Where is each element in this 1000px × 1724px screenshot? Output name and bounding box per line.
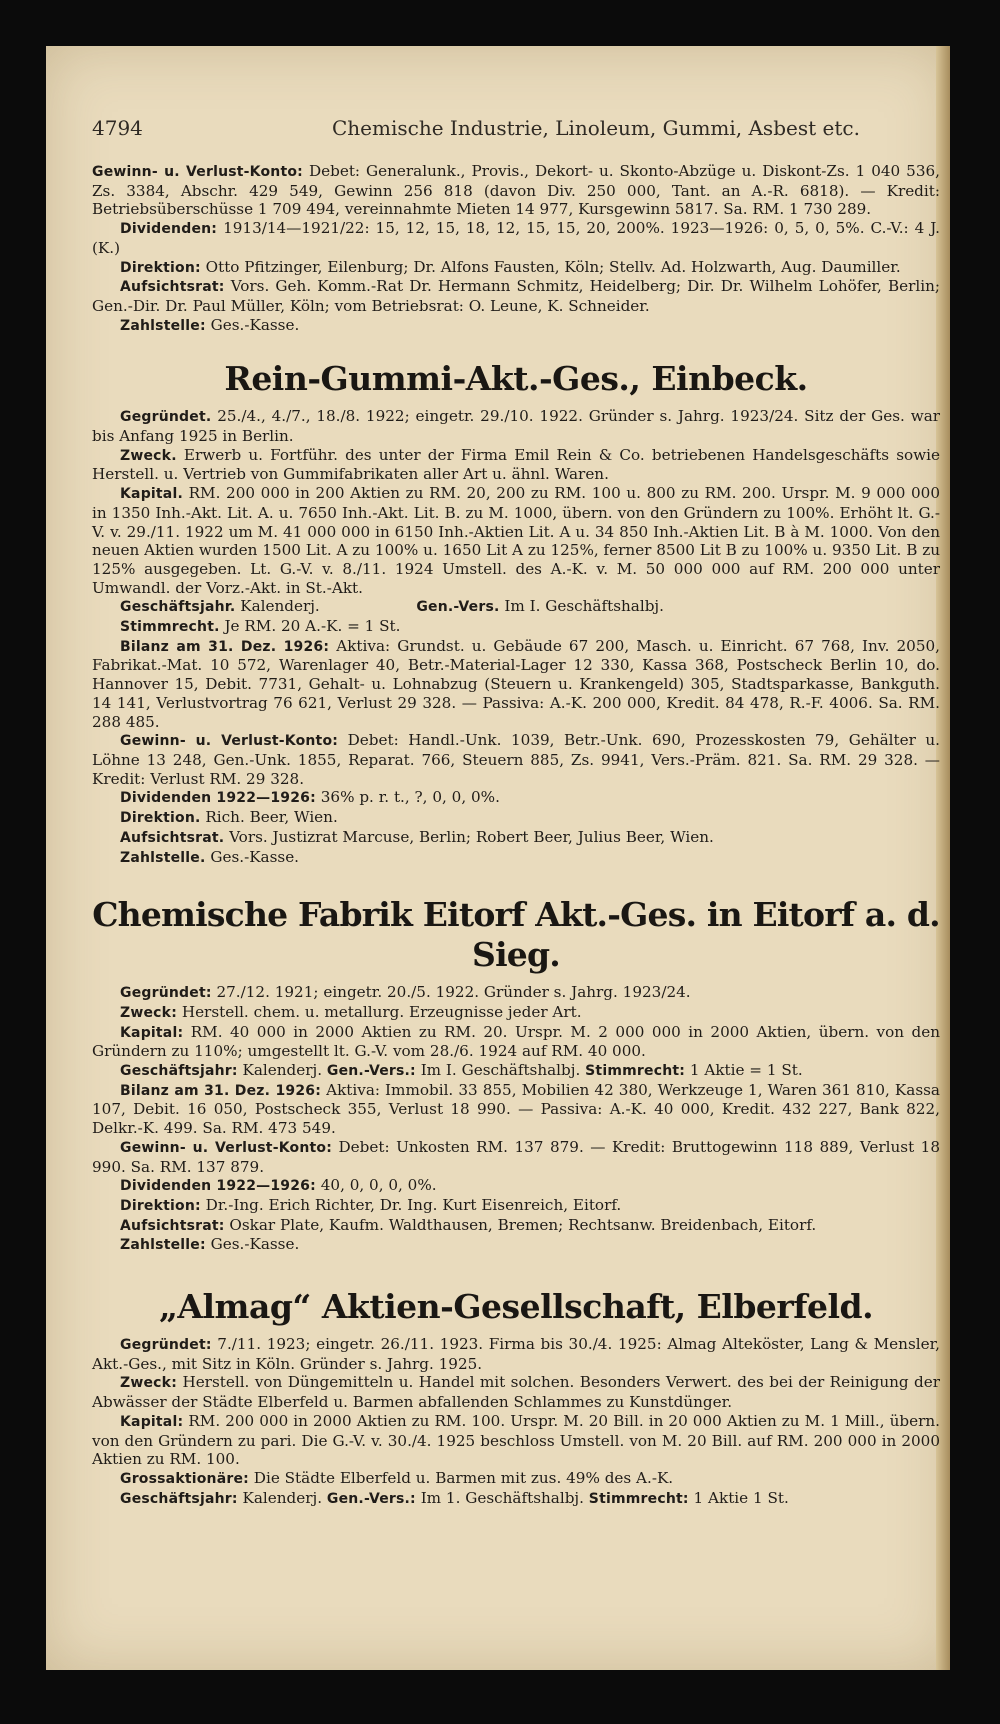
paragraph: Direktion: Dr.-Ing. Erich Richter, Dr. Ing. Kurt Eisenreich, Eitorf. [120, 1195, 622, 1214]
paragraph: Zahlstelle: Ges.-Kasse. [120, 315, 300, 334]
paragraph: Geschäftsjahr: Kalenderj. Gen.-Vers.: Im I. Geschäftshalbj. Stimmrecht: 1 Aktie = 1 St. [120, 1061, 803, 1080]
paragraph: Kapital: RM. 40 000 in 2000 Aktien zu RM. 20. Urspr. M. 2 000 000 in 2000 Aktien, übern. von den Gründern zu 110%; umgestellt lt. G.-V. vom 28./6. 1924 auf RM. 40 000. [92, 1022, 940, 1061]
paragraph: Zweck. Erwerb u. Fortführ. des unter der Firma Emil Rein & Co. betriebenen Handelsgeschäfts sowie Herstell. u. Vertrieb von Gummifabrikaten aller Art u. ähnl. Waren. [92, 445, 940, 484]
paragraph: Stimmrecht. Je RM. 20 A.-K. = 1 St. [120, 617, 401, 636]
entry-title: Chemische Fabrik Eitorf Akt.-Ges. in Eitorf a. d. Sieg. [92, 895, 940, 975]
paragraph: Aufsichtsrat: Vors. Geh. Komm.-Rat Dr. Hermann Schmitz, Heidelberg; Dir. Dr. Wilhelm Lohöfer, Berlin; Gen.-Dir. Dr. Paul Müller, Köln; vom Betriebsrat: O. Leune, K. Schneider. [92, 277, 941, 315]
paragraph: Zahlstelle: Ges.-Kasse. [120, 1235, 300, 1254]
paragraph: Gewinn- u. Verlust-Konto: Debet: Unkosten RM. 137 879. — Kredit: Bruttogewinn 118 889, Verlust 18 990. Sa. RM. 137 879. [92, 1137, 940, 1176]
paragraph: Gegründet: 7./11. 1923; eingetr. 26./11. 1923. Firma bis 30./4. 1925: Almag Alteköster, Lang & Mensler, Akt.-Ges., mit Sitz in Köln. Gründer s. Jahrg. 1925. [92, 1335, 940, 1373]
paragraph: Dividenden 1922—1926: 40, 0, 0, 0, 0%. [120, 1176, 437, 1195]
entry-almag [92, 1287, 940, 1508]
paragraph: Zahlstelle. Ges.-Kasse. [120, 847, 300, 866]
entry-eitorf [92, 895, 940, 1255]
paragraph: Gegründet. 25./4., 4./7., 18./8. 1922; eingetr. 29./10. 1922. Gründer s. Jahrg. 1923/24. Sitz der Ges. war bis Anfang 1925 in Berlin. [92, 407, 941, 446]
paragraph: Geschäftsjahr. Kalenderj. Gen.-Vers. Im I. Geschäftshalbj. [120, 597, 664, 616]
paragraph: Bilanz am 31. Dez. 1926: Aktiva: Grundst. u. Gebäude 67 200, Masch. u. Einricht. 67 768, Inv. 2050, Fabrikat.-Mat. 10 572, Warenlager 40, Betr.-Material-Lager 12 330, Kassa 368, Postscheck Berlin 10, do. Hannover 15, Debit. 7731, Gehalt- u. Lohnabzug (Steuern u. Krankengeld) 305, Stadtsparkasse, Bankguth. 14 141, Verlustvortrag 76 621, Verlust 29 328. — Passiva: A.-K. 200 000, Kredit. 84 478, R.-F. 4006. Sa. RM. 288 485. [92, 636, 940, 731]
paragraph: Zweck: Herstell. chem. u. metallurg. Erzeugnisse jeder Art. [120, 1002, 582, 1021]
paragraph: Direktion. Rich. Beer, Wien. [120, 808, 338, 827]
paragraph: Gewinn- u. Verlust-Konto: Debet: Generalunk., Provis., Dekort- u. Skonto-Abzüge u. Diskont-Zs. 1 040 536, Zs. 3384, Abschr. 429 549, Gewinn 256 818 (davon Div. 250 000, Tant. an A.-R. 6818). — Kredit: Betriebsüberschüsse 1 709 494, vereinnahmte Mieten 14 977, Kursgewinn 5817. Sa. RM. 1 730 289. [92, 162, 940, 219]
paragraph: Aufsichtsrat. Vors. Justizrat Marcuse, Berlin; Robert Beer, Julius Beer, Wien. [120, 827, 714, 846]
page-body [92, 162, 940, 1508]
paragraph: Kapital. RM. 200 000 in 200 Aktien zu RM. 20, 200 zu RM. 100 u. 800 zu RM. 200. Urspr. M. 9 000 000 in 1350 Inh.-Akt. Lit. A. u. 7650 Inh.-Akt. Lit. B. zu M. 1000, übern. von den Gründern zu 100%. Erhöht lt. G.-V. v. 29./11. 1922 um M. 41 000 000 in 6150 Inh.-Aktien Lit. A u. 34 850 Inh.-Aktien Lit. B à M. 1000. Von den neuen Aktien wurden 1500 Lit. A zu 100% u. 1650 Lit A zu 125%, ferner 8500 Lit B zu 100% u. 9350 Lit. B zu 125% ausgegeben. Lt. G.-V. v. 8./11. 1924 Umstell. des A.-K. v. M. 50 000 000 auf RM. 200 000 unter Umwandl. der Vorz.-Akt. in St.-Akt. [92, 484, 940, 597]
paragraph: Aufsichtsrat: Oskar Plate, Kaufm. Waldthausen, Bremen; Rechtsanw. Breidenbach, Eitorf. [120, 1215, 817, 1234]
running-title: Chemische Industrie, Linoleum, Gummi, Asbest etc. [332, 116, 860, 140]
paragraph: Gegründet: 27./12. 1921; eingetr. 20./5. 1922. Gründer s. Jahrg. 1923/24. [120, 983, 691, 1002]
entry-title: Rein-Gummi-Akt.-Ges., Einbeck. [224, 359, 808, 399]
paragraph: Dividenden 1922—1926: 36% p. r. t., ?, 0, 0, 0%. [120, 788, 500, 807]
entry-title: „Almag“ Aktien-Gesellschaft, Elberfeld. [158, 1287, 874, 1327]
paragraph: Bilanz am 31. Dez. 1926: Aktiva: Immobil. 33 855, Mobilien 42 380, Werkzeuge 1, Waren 361 810, Kassa 107, Debit. 16 050, Postscheck 355, Verlust 18 990. — Passiva: A.-K. 40 000, Kredit. 432 227, Bank 822, Delkr.-K. 499. Sa. RM. 473 549. [92, 1080, 940, 1138]
scanned-page [46, 46, 950, 1670]
paragraph: Direktion: Otto Pfitzinger, Eilenburg; Dr. Alfons Fausten, Köln; Stellv. Ad. Holzwarth, Aug. Daumiller. [120, 257, 901, 276]
paragraph: Geschäftsjahr: Kalenderj. Gen.-Vers.: Im 1. Geschäftshalbj. Stimmrecht: 1 Aktie 1 St. [120, 1488, 789, 1507]
paragraph: Dividenden: 1913/14—1921/22: 15, 12, 15, 18, 12, 15, 15, 20, 200%. 1923—1926: 0, 5, 0, 5%. C.-V.: 4 J. (K.) [92, 219, 941, 257]
paragraph: Kapital: RM. 200 000 in 2000 Aktien zu RM. 100. Urspr. M. 20 Bill. in 20 000 Aktien zu M. 1 Mill., übern. von den Gründern zu pari. Die G.-V. v. 30./4. 1925 beschloss Umstell. von M. 20 Bill. auf RM. 200 000 in 2000 Aktien zu RM. 100. [92, 1411, 940, 1469]
paragraph: Gewinn- u. Verlust-Konto: Debet: Handl.-Unk. 1039, Betr.-Unk. 690, Prozesskosten 79, Gehälter u. Löhne 13 248, Gen.-Unk. 1855, Reparat. 766, Steuern 885, Zs. 9941, Vers.-Präm. 821. Sa. RM. 29 328. — Kredit: Verlust RM. 29 328. [92, 731, 941, 788]
entry-continued [92, 162, 940, 335]
paragraph: Grossaktionäre: Die Städte Elberfeld u. Barmen mit zus. 49% des A.-K. [120, 1468, 674, 1487]
page-number: 4794 [92, 116, 143, 140]
entry-rein-gummi [92, 359, 940, 867]
paragraph: Zweck: Herstell. von Düngemitteln u. Handel mit solchen. Besonders Verwert. des bei der Reinigung der Abwässer der Städte Elberfeld u. Barmen abfallenden Schlammes zu Kunstdünger. [92, 1373, 941, 1412]
